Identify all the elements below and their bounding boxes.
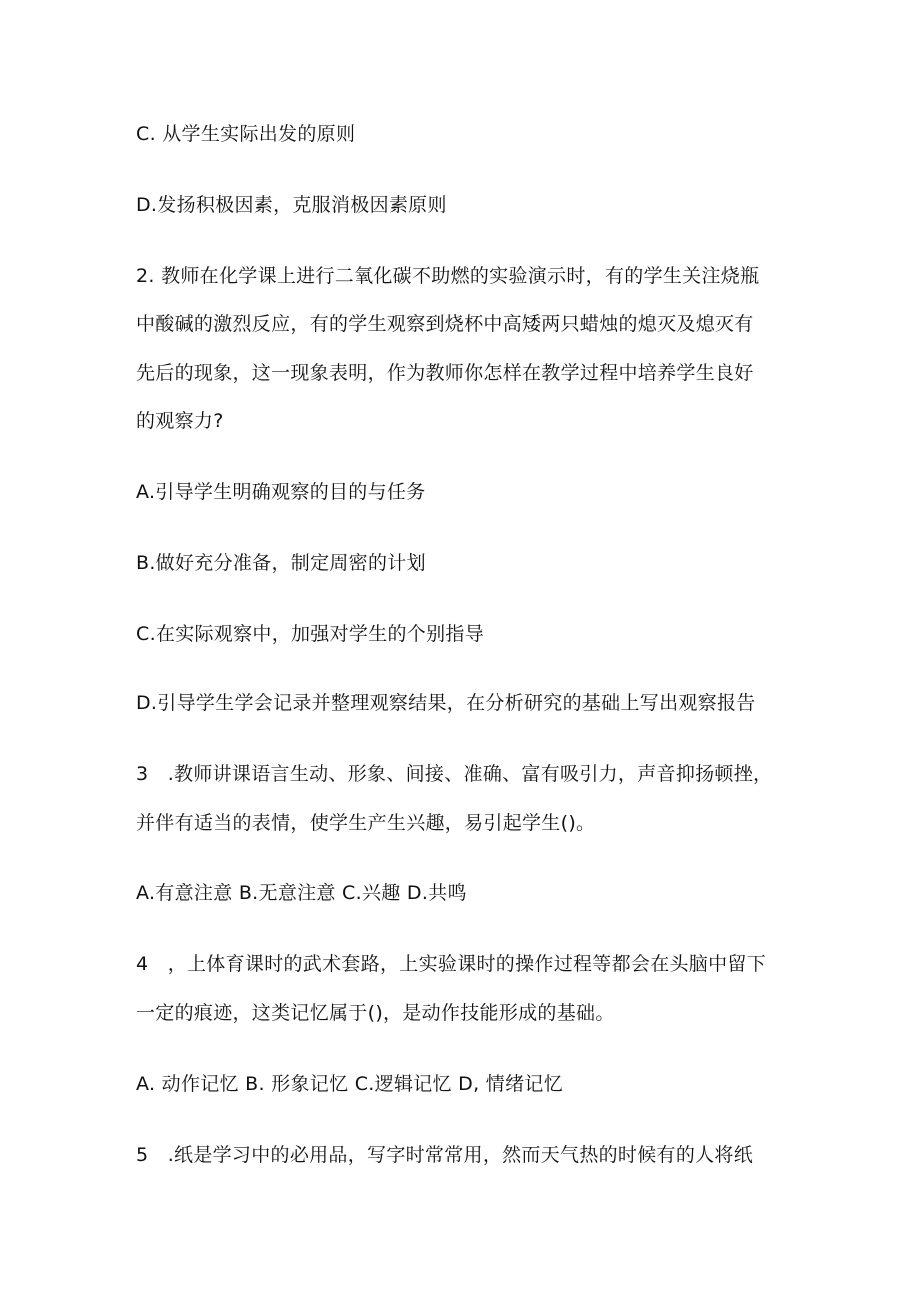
option-b-q2: B.做好充分准备，制定周密的计划 (136, 552, 426, 574)
question-4-line-2: 一定的痕迹，这类记忆属于()，是动作技能形成的基础。 (136, 1002, 615, 1024)
option-d-q1: D.发扬积极因素，克服消极因素原则 (136, 194, 447, 216)
option-c-q1: C. 从学生实际出发的原则 (136, 123, 356, 145)
question-2-line-1: 2. 教师在化学课上进行二氧化碳不助燃的实验演示时，有的学生关注烧瓶 (136, 265, 760, 287)
question-2-line-2: 中酸碱的激烈反应，有的学生观察到烧杯中高矮两只蜡烛的熄灭及熄灭有 (136, 313, 754, 335)
question-3-line-1: 3 .教师讲课语言生动、形象、间接、准确、富有吸引力，声音抑扬顿挫， (136, 763, 773, 785)
question-5-line-1: 5 .纸是学习中的必用品，写字时常常用，然而天气热的时候有的人将纸 (136, 1144, 754, 1166)
options-q4: A. 动作记忆 B. 形象记忆 C.逻辑记忆 D, 情绪记忆 (136, 1073, 563, 1095)
option-a-q2: A.引导学生明确观察的目的与任务 (136, 481, 426, 503)
question-3-line-2: 并伴有适当的表情，使学生产生兴趣，易引起学生()。 (136, 812, 596, 834)
option-c-q2: C.在实际观察中，加强对学生的个别指导 (136, 623, 485, 645)
question-2-line-4: 的观察力? (136, 410, 224, 432)
question-4-line-1: 4 ，上体育课时的武术套路，上实验课时的操作过程等都会在头脑中留下 (136, 953, 766, 975)
question-2-line-3: 先后的现象，这一现象表明，作为教师你怎样在教学过程中培养学生良好 (136, 362, 754, 384)
option-d-q2: D.引导学生学会记录并整理观察结果，在分析研究的基础上写出观察报告 (136, 692, 756, 714)
options-q3: A.有意注意 B.无意注意 C.兴趣 D.共鸣 (136, 882, 467, 904)
